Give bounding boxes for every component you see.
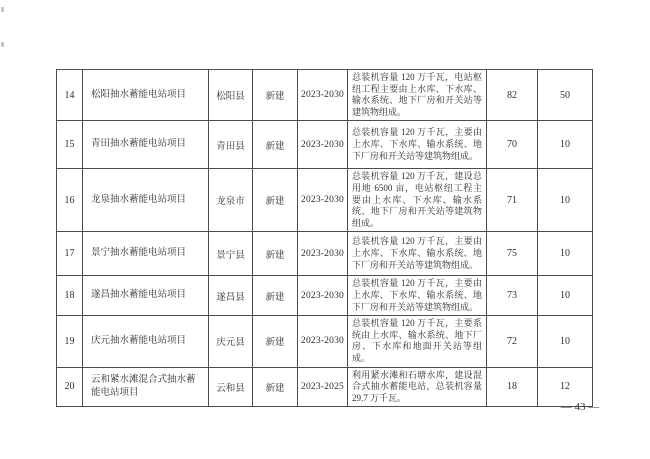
description-cell: 总装机容量 120 万千瓦，主要由上水库、下水库、输水系统、地下厂房和开关站等建筑物组成。 <box>348 276 487 316</box>
build-type-cell: 新建 <box>253 316 298 367</box>
value2-cell: 10 <box>538 232 593 276</box>
value1-cell: 18 <box>487 367 538 407</box>
value1-cell: 72 <box>487 316 538 367</box>
build-type-cell: 新建 <box>253 121 298 169</box>
years-cell: 2023-2030 <box>298 276 348 316</box>
project-name-cell: 青田抽水蓄能电站项目 <box>83 121 209 169</box>
description-cell: 总装机容量 120 万千瓦，主要由上水库、下水库、输水系统、地下厂房和开关站等建筑物组成。 <box>348 232 487 276</box>
build-type-cell: 新建 <box>253 232 298 276</box>
description-cell: 利用紧水滩和石塘水库，建设混合式抽水蓄能电站，总装机容量 29.7 万千瓦。 <box>348 367 487 407</box>
row-number-cell: 17 <box>57 232 83 276</box>
years-cell: 2023-2030 <box>298 169 348 232</box>
value1-cell: 70 <box>487 121 538 169</box>
table-row <box>57 276 593 316</box>
value1-cell: 71 <box>487 169 538 232</box>
county-cell: 庆元县 <box>209 316 253 367</box>
value2-cell: 10 <box>538 121 593 169</box>
scan-artifact <box>1 7 4 12</box>
county-cell: 云和县 <box>209 367 253 407</box>
value2-cell: 10 <box>538 316 593 367</box>
scan-artifact <box>1 42 4 47</box>
county-cell: 松阳县 <box>209 70 253 121</box>
table-row <box>57 169 593 232</box>
project-name-cell: 庆元抽水蓄能电站项目 <box>83 316 209 367</box>
project-name-cell: 景宁抽水蓄能电站项目 <box>83 232 209 276</box>
project-name-cell: 龙泉抽水蓄能电站项目 <box>83 169 209 232</box>
description-cell: 总装机容量 120 万千瓦，主要由上水库、下水库、输水系统、地下厂房和开关站等建筑物组成。 <box>348 121 487 169</box>
value2-cell: 10 <box>538 169 593 232</box>
table-row <box>57 367 593 407</box>
build-type-cell: 新建 <box>253 70 298 121</box>
description-cell: 总装机容量 120 万千瓦，建设总用地 6500 亩，电站枢纽工程主要由上水库、下水库、输水系统、地下厂房和开关站等建筑物组成。 <box>348 169 487 232</box>
description-cell: 总装机容量 120 万千瓦，电站枢纽工程主要由上水库、下水库、输水系统、地下厂房和开关站等建筑物组成。 <box>348 70 487 121</box>
value2-cell: 10 <box>538 276 593 316</box>
table-row <box>57 70 593 121</box>
value2-cell: 12 <box>538 367 593 407</box>
value1-cell: 73 <box>487 276 538 316</box>
row-number-cell: 14 <box>57 70 83 121</box>
county-cell: 遂昌县 <box>209 276 253 316</box>
value1-cell: 82 <box>487 70 538 121</box>
county-cell: 龙泉市 <box>209 169 253 232</box>
project-name-cell: 云和紧水滩混合式抽水蓄能电站项目 <box>83 367 209 407</box>
table-row <box>57 121 593 169</box>
years-cell: 2023-2030 <box>298 121 348 169</box>
years-cell: 2023-2030 <box>298 70 348 121</box>
project-name-cell: 遂昌抽水蓄能电站项目 <box>83 276 209 316</box>
years-cell: 2023-2030 <box>298 316 348 367</box>
row-number-cell: 18 <box>57 276 83 316</box>
build-type-cell: 新建 <box>253 367 298 407</box>
years-cell: 2023-2025 <box>298 367 348 407</box>
county-cell: 景宁县 <box>209 232 253 276</box>
row-number-cell: 15 <box>57 121 83 169</box>
table-row <box>57 232 593 276</box>
value2-cell: 50 <box>538 70 593 121</box>
table-row <box>57 316 593 367</box>
project-name-cell: 松阳抽水蓄能电站项目 <box>83 70 209 121</box>
build-type-cell: 新建 <box>253 276 298 316</box>
value1-cell: 75 <box>487 232 538 276</box>
years-cell: 2023-2030 <box>298 232 348 276</box>
row-number-cell: 19 <box>57 316 83 367</box>
build-type-cell: 新建 <box>253 169 298 232</box>
projects-table <box>56 69 593 407</box>
row-number-cell: 16 <box>57 169 83 232</box>
description-cell: 总装机容量 120 万千瓦，主要系统由上水库、输水系统、地下厂房、下水库和地面开关站等组成。 <box>348 316 487 367</box>
page-number: — 43 — <box>560 401 600 413</box>
county-cell: 青田县 <box>209 121 253 169</box>
row-number-cell: 20 <box>57 367 83 407</box>
